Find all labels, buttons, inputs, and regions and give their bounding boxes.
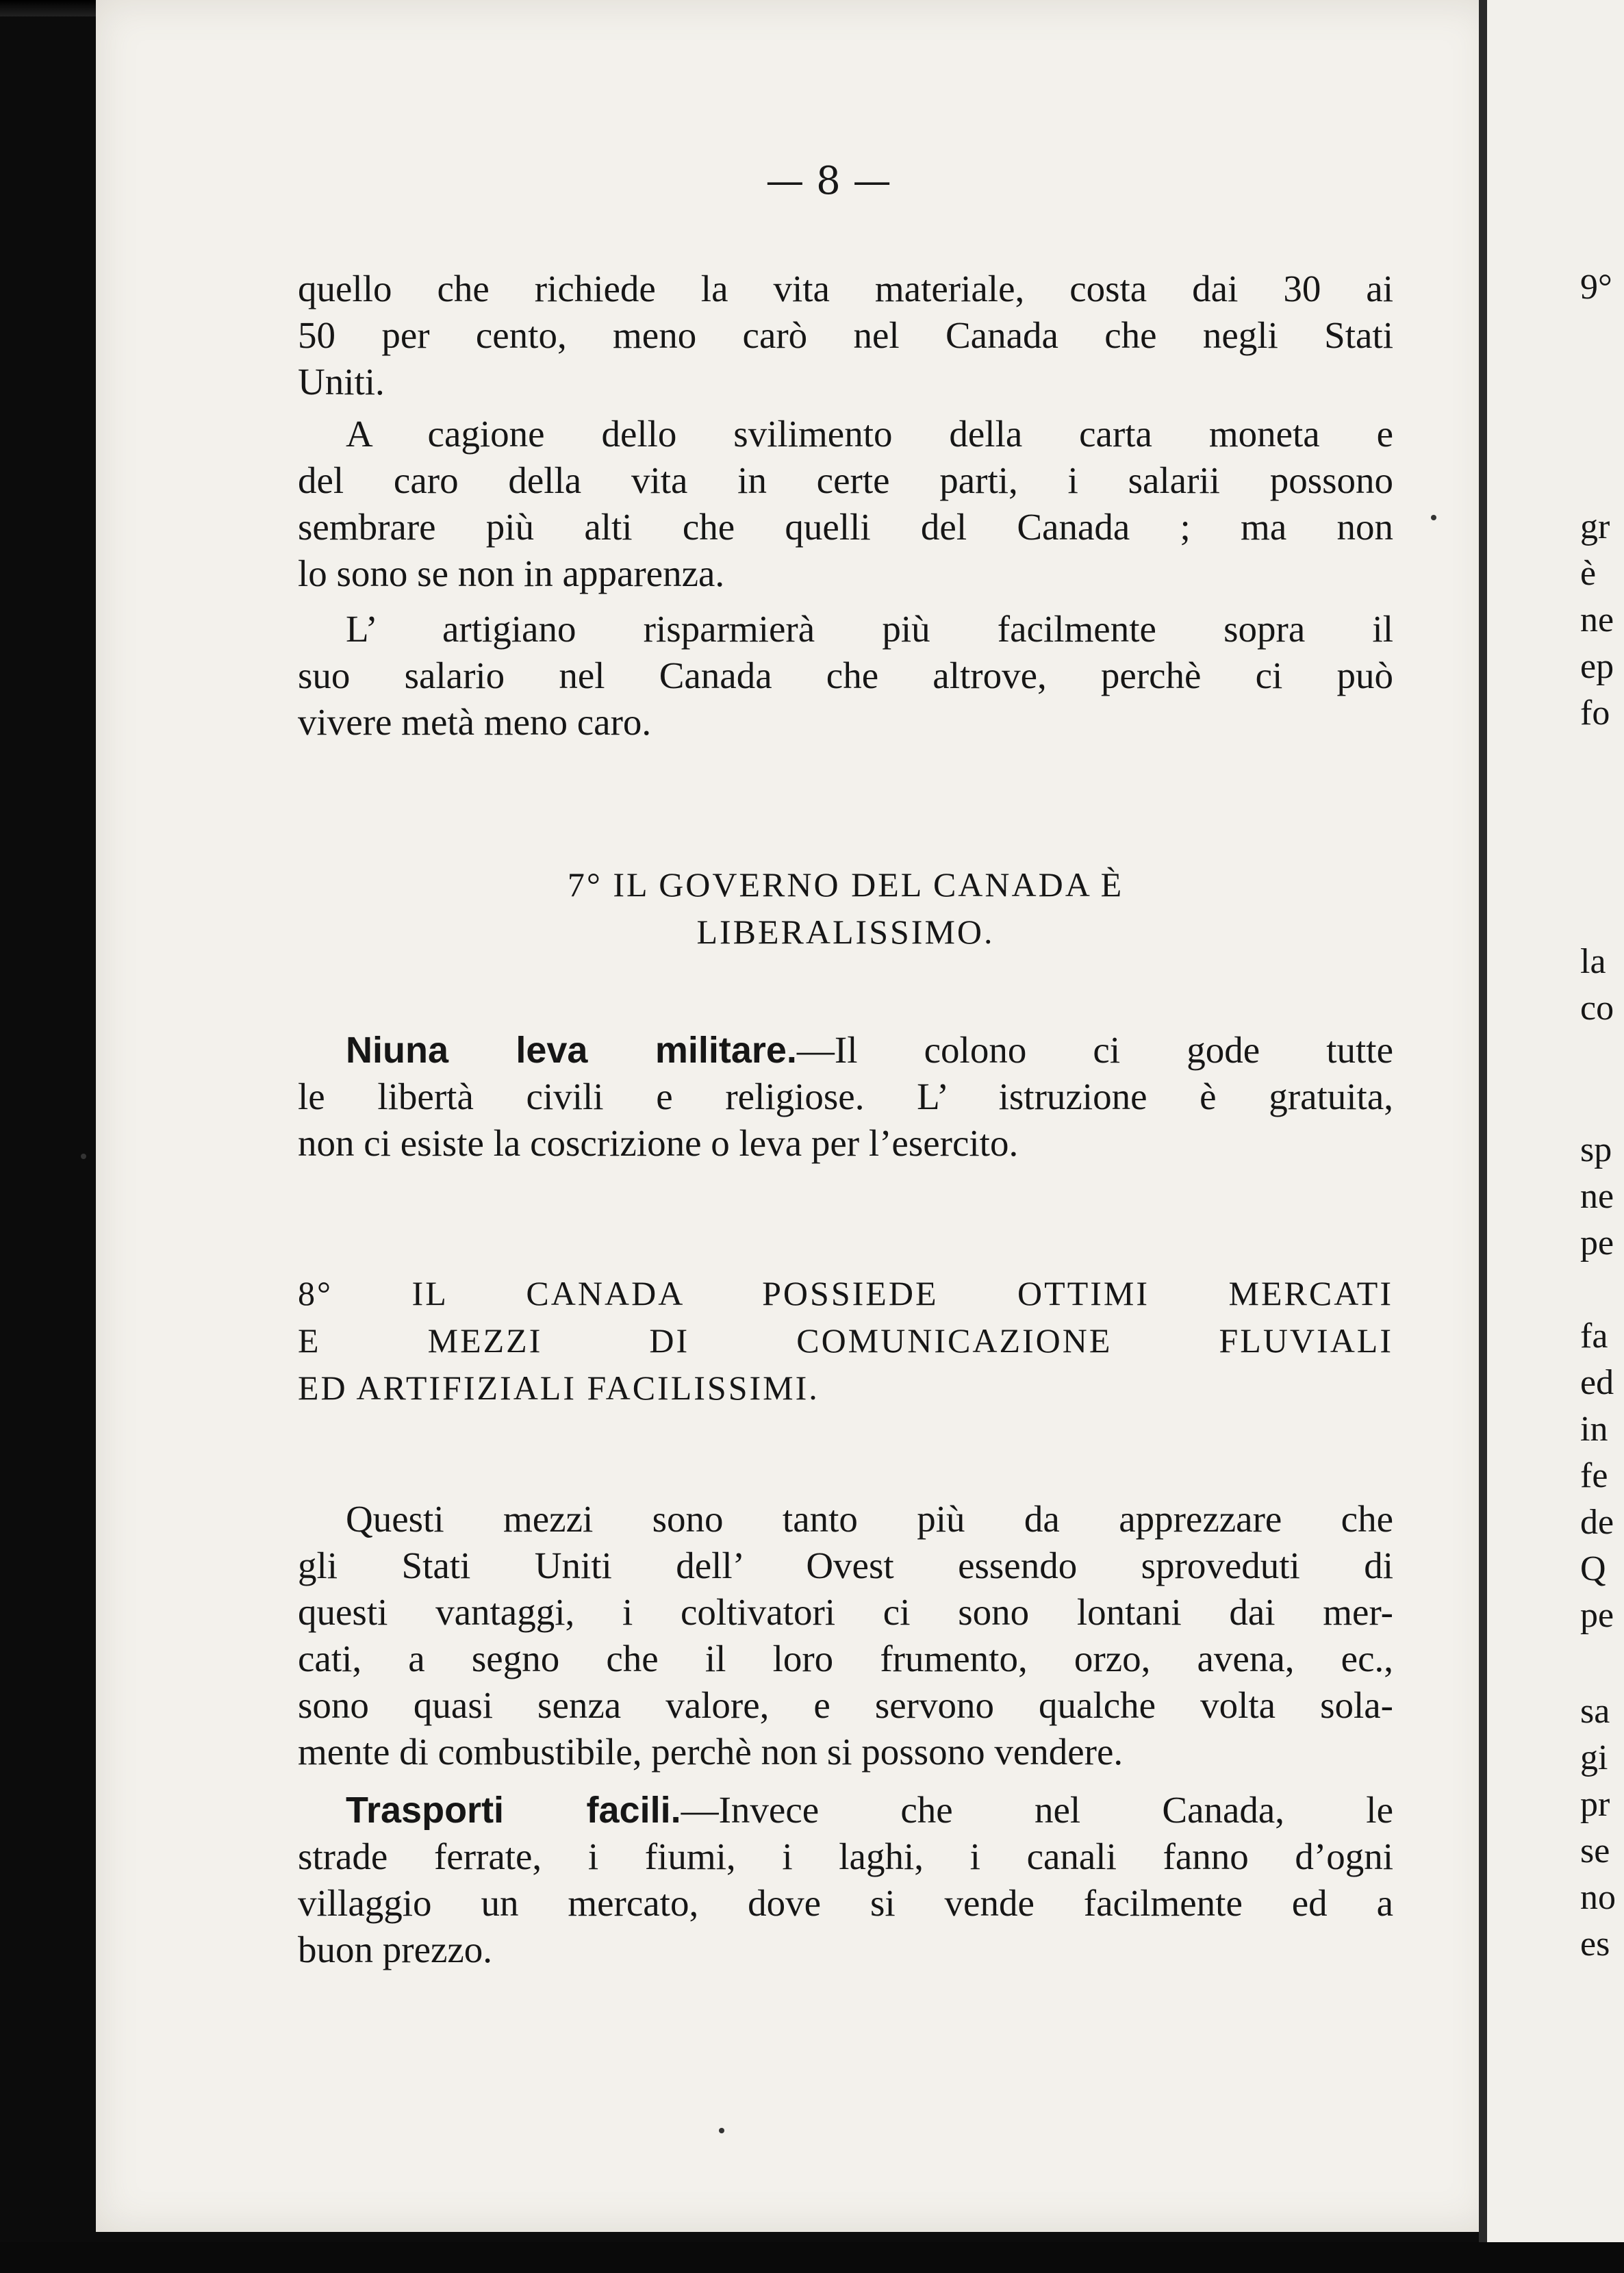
section-8-paragraph xyxy=(298,1496,1393,1775)
next-page-fragment: pr xyxy=(1580,1785,1610,1824)
next-page-fragment: se xyxy=(1580,1831,1610,1870)
lead-rest: —Invece che nel Canada, le xyxy=(681,1789,1393,1831)
next-page-fragment: la xyxy=(1580,942,1606,981)
lead-rest: —Il colono ci gode tutte xyxy=(796,1029,1393,1071)
section-7-paragraph xyxy=(298,1027,1393,1167)
text-line: L’ artigiano risparmierà più facilmente sopra il xyxy=(346,608,1393,650)
text-line: vivere metà meno caro. xyxy=(298,701,652,743)
bold-lead: Trasporti facili. xyxy=(346,1790,681,1831)
section-8-heading xyxy=(298,1270,1393,1412)
heading-line: 7° IL GOVERNO DEL CANADA È xyxy=(567,865,1124,904)
next-page-fragment: fa xyxy=(1580,1317,1608,1356)
text-line: del caro della vita in certe parti, i salarii possono xyxy=(298,459,1393,501)
trasporti-paragraph xyxy=(298,1787,1393,1973)
heading-line: ED ARTIFIZIALI FACILISSIMI. xyxy=(298,1369,820,1407)
next-page-fragment: ne xyxy=(1580,600,1614,639)
next-page-fragment: ep xyxy=(1580,647,1614,686)
text-line: 50 per cento, meno carò nel Canada che negli Stati xyxy=(298,314,1393,356)
next-page-fragment: fe xyxy=(1580,1456,1608,1495)
text-line: cati, a segno che il loro frumento, orzo, avena, ec., xyxy=(298,1638,1393,1679)
text-line: sono quasi senza valore, e servono qualche volta sola- xyxy=(298,1684,1393,1726)
next-page-fragment: ne xyxy=(1580,1177,1614,1216)
next-page-fragment: Q xyxy=(1580,1549,1606,1588)
next-page-fragment: sa xyxy=(1580,1692,1610,1731)
next-page-fragment: fo xyxy=(1580,694,1610,733)
next-page-fragment: ed xyxy=(1580,1363,1614,1402)
heading-line: E MEZZI DI COMUNICAZIONE FLUVIALI xyxy=(298,1321,1393,1360)
next-page-fragment: es xyxy=(1580,1925,1610,1964)
next-page-fragment: pe xyxy=(1580,1223,1614,1262)
text-line: le libertà civili e religiose. L’ istruzione è gratuita, xyxy=(298,1076,1393,1117)
text-line: quello che richiede la vita materiale, costa dai 30 ai xyxy=(298,268,1393,309)
next-page-fragment: de xyxy=(1580,1503,1614,1542)
text-line: non ci esiste la coscrizione o leva per l’esercito. xyxy=(298,1122,1019,1164)
text-line: mente di combustibile, perchè non si possono vendere. xyxy=(298,1731,1124,1773)
heading-line: 8° IL CANADA POSSIEDE OTTIMI MERCATI xyxy=(298,1274,1393,1312)
print-speck xyxy=(719,2128,724,2133)
page-number: — 8 — xyxy=(765,159,891,203)
text-line: sembrare più alti che quelli del Canada ; ma non xyxy=(298,506,1393,548)
text-line: Questi mezzi sono tanto più da apprezzare che xyxy=(346,1498,1393,1540)
text-line: questi vantaggi, i coltivatori ci sono lontani dai mer- xyxy=(298,1591,1393,1633)
next-page-fragment: no xyxy=(1580,1878,1616,1917)
section-7-heading xyxy=(298,861,1393,956)
next-page-fragment: pe xyxy=(1580,1596,1614,1635)
heading-line: LIBERALISSIMO. xyxy=(696,913,995,951)
next-page-fragment: co xyxy=(1580,989,1614,1028)
next-page-fragment: in xyxy=(1580,1410,1608,1449)
print-speck xyxy=(1431,515,1436,520)
text-line: lo sono se non in apparenza. xyxy=(298,553,725,594)
lead-line xyxy=(298,1787,1393,1833)
bold-lead: Niuna leva militare. xyxy=(346,1030,797,1071)
next-page-fragment: è xyxy=(1580,554,1597,593)
text-line: A cagione dello svilimento della carta moneta e xyxy=(346,413,1393,455)
paragraph-artigiano xyxy=(298,606,1393,746)
text-line: gli Stati Uniti dell’ Ovest essendo sproveduti di xyxy=(298,1545,1393,1586)
page-gutter xyxy=(1479,0,1487,2242)
text-line: villaggio un mercato, dove si vende facilmente ed a xyxy=(298,1882,1393,1924)
paragraph-svilimento xyxy=(298,411,1393,597)
intro-paragraph xyxy=(298,266,1393,405)
text-line: buon prezzo. xyxy=(298,1929,493,1970)
next-page-fragment: sp xyxy=(1580,1130,1612,1169)
print-speck xyxy=(81,1154,86,1159)
bottom-scan-border xyxy=(0,2242,1624,2273)
lead-line xyxy=(298,1027,1393,1074)
next-page-fragment: gr xyxy=(1580,507,1610,546)
text-line: Uniti. xyxy=(298,361,385,403)
text-line: strade ferrate, i fiumi, i laghi, i canali fanno d’ogni xyxy=(298,1836,1393,1877)
text-line: suo salario nel Canada che altrove, perchè ci può xyxy=(298,655,1393,696)
next-page-fragment: 9° xyxy=(1580,268,1612,307)
next-page-fragment: gi xyxy=(1580,1738,1608,1777)
